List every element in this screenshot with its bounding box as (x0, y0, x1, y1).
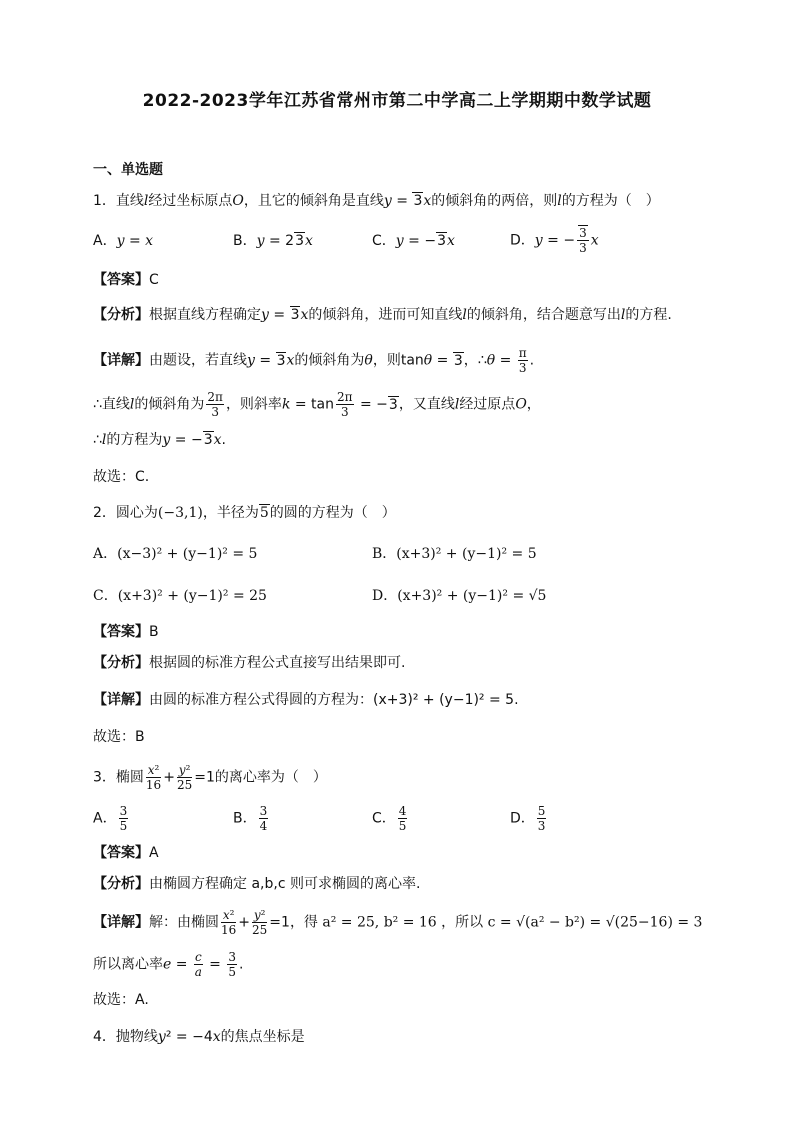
q3-answer: 【答案】A (93, 845, 159, 861)
q1-option-b: B．y = 23x (233, 233, 313, 249)
q3-detail: 【详解】解：由椭圆 $\frac{\text{x²}}{16}$ + $\frac{\text{y²}}{25}$ =1，得 a² = 25, b² = 16 ，所以 c = √(a² − b²) = √(25−16) = 3 (93, 908, 703, 937)
q1-option-d: D．y = − $\frac{3}{3}$ x (510, 226, 599, 255)
q3-option-a: A． $\frac{3}{5}$ (93, 804, 128, 833)
q2-answer: 【答案】B (93, 624, 159, 640)
q2-choose: 故选：B (93, 729, 145, 745)
q3-option-b: B． $\frac{3}{4}$ (233, 804, 268, 833)
q1-analysis: 【分析】根据直线方程确定y = 3x的倾斜角，进而可知直线l的倾斜角，结合题意写出l的方程. (93, 307, 672, 323)
q3-detail-line2: 所以离心率e = $\frac{c}{a}$ = $\frac{3}{5}$ . (93, 950, 244, 979)
q1-detail-line3: ∴l的方程为y = −3x. (93, 432, 226, 448)
q2-detail: 【详解】由圆的标准方程公式得圆的方程为：(x+3)² + (y−1)² = 5. (93, 692, 519, 708)
q2-option-a: A．(x−3)² + (y−1)² = 5 (93, 546, 258, 562)
q3-option-c: C． $\frac{4}{5}$ (372, 804, 407, 833)
q2-option-d: D．(x+3)² + (y−1)² = √5 (372, 588, 547, 604)
q1-choose: 故选：C. (93, 469, 150, 485)
q2-option-c: C．(x+3)² + (y−1)² = 25 (93, 588, 267, 604)
q1-option-c: C．y = −3x (372, 233, 455, 249)
q2-option-b: B．(x+3)² + (y−1)² = 5 (372, 546, 537, 562)
page-title: 2022-2023学年江苏省常州市第二中学高二上学期期中数学试题 (142, 91, 652, 111)
q1-stem: 1．直线l经过坐标原点O，且它的倾斜角是直线y = 3x的倾斜角的两倍，则l的方程为（ ） (93, 193, 660, 209)
q3-stem: 3．椭圆 $\frac{\text{x²}}{16}$ + $\frac{\text{y²}}{25}$ =1的离心率为（ ） (93, 763, 327, 792)
section-heading: 一、单选题 (93, 162, 163, 178)
q3-option-d: D． $\frac{5}{3}$ (510, 804, 546, 833)
q3-analysis: 【分析】由椭圆方程确定 a,b,c 则可求椭圆的离心率. (93, 876, 421, 892)
q1-detail: 【详解】由题设，若直线y = 3x的倾斜角为θ，则tanθ = 3，∴θ = $\frac{\pi}{3}$ . (93, 346, 535, 375)
q2-stem: 2．圆心为(−3,1)，半径为5的圆的方程为（ ） (93, 505, 396, 521)
q2-analysis: 【分析】根据圆的标准方程公式直接写出结果即可. (93, 655, 406, 671)
q1-detail-line2: ∴直线l的倾斜角为 $\frac{2\pi}{3}$ ，则斜率k = tan $\frac{2\pi}{3}$ = −3，又直线l经过原点O， (93, 390, 541, 419)
q1-option-a: A．y = x (93, 233, 154, 249)
q4-stem: 4．抛物线y² = −4x的焦点坐标是 (93, 1029, 305, 1045)
q1-answer: 【答案】C (93, 272, 159, 288)
q3-choose: 故选：A. (93, 992, 149, 1008)
